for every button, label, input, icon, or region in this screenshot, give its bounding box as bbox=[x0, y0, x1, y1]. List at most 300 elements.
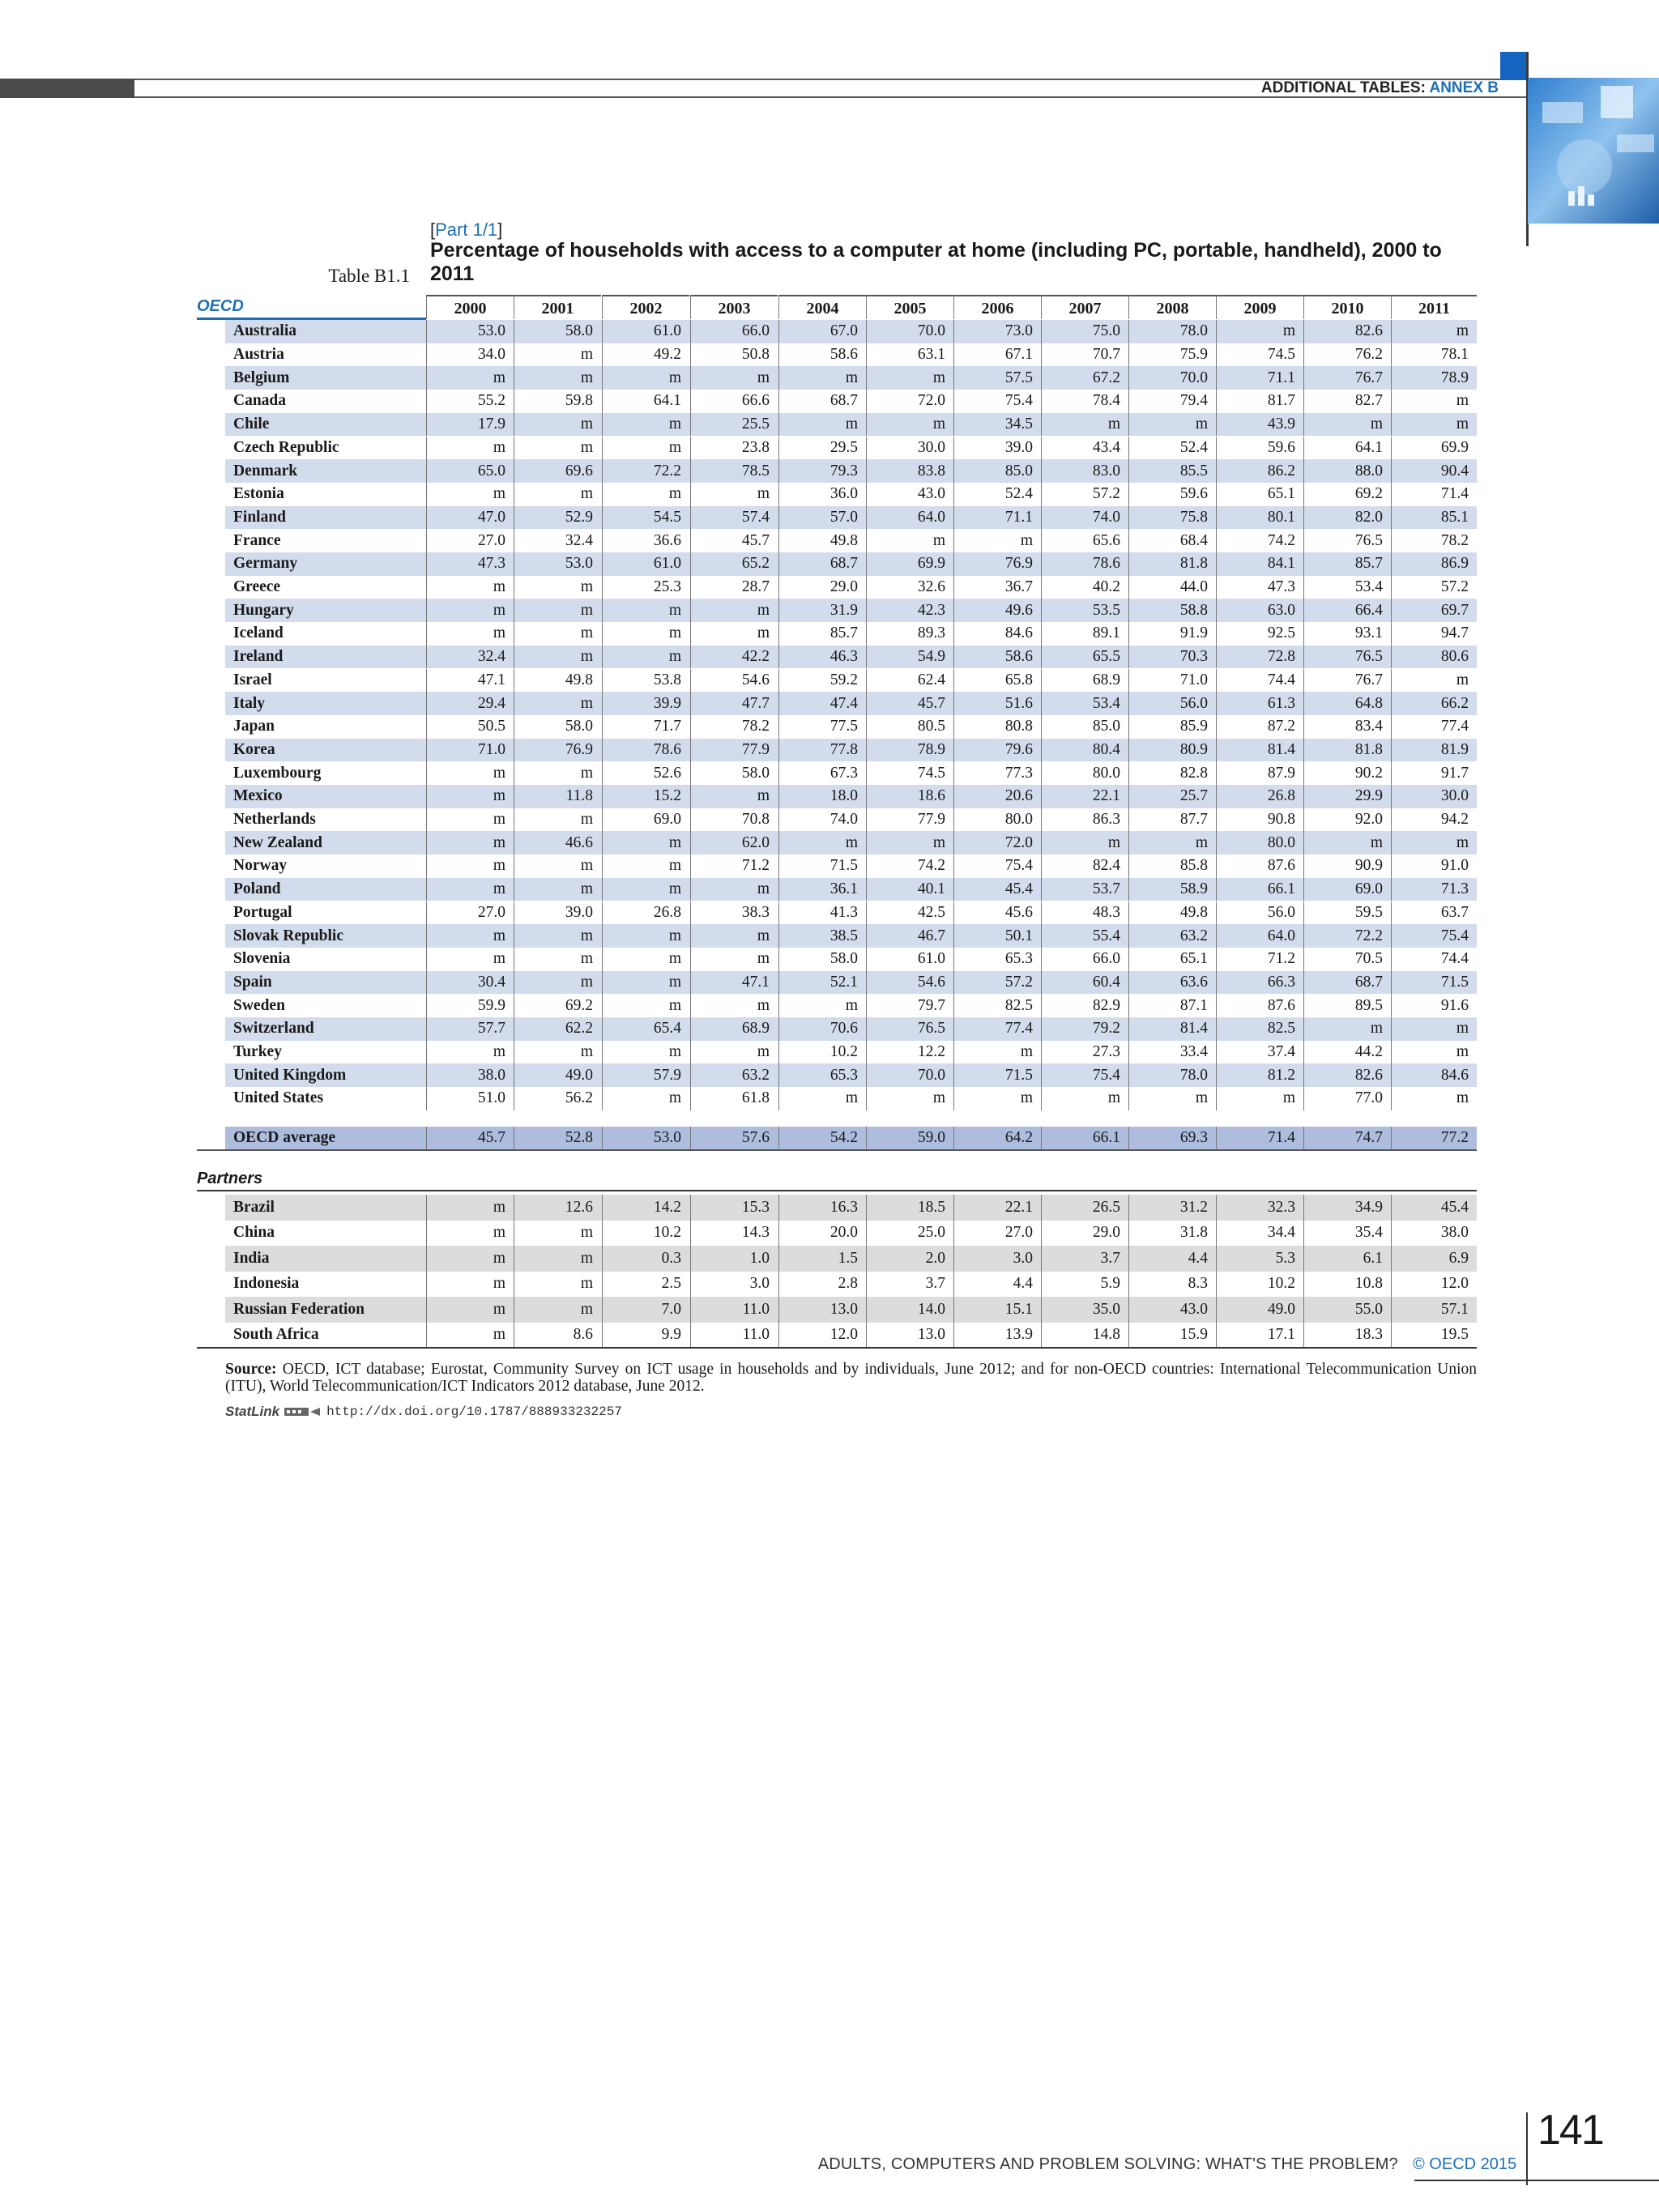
value-cell-2007: m bbox=[1041, 1087, 1128, 1110]
value-cell-2009: 63.0 bbox=[1216, 599, 1303, 622]
value-cell-2004: m bbox=[778, 831, 866, 855]
value-cell-2003: 66.0 bbox=[690, 320, 778, 343]
value-cell-2010: m bbox=[1303, 413, 1391, 437]
value-cell-2009: 87.6 bbox=[1216, 994, 1303, 1017]
value-cell-2006: 84.6 bbox=[953, 622, 1041, 646]
value-cell-2011: m bbox=[1391, 1017, 1477, 1041]
country-name: Germany bbox=[233, 555, 298, 573]
value-cell-2010: 82.6 bbox=[1303, 1063, 1391, 1087]
value-cell-2004: 18.0 bbox=[778, 785, 866, 808]
table-row bbox=[225, 506, 1477, 530]
value-cell-2004: 20.0 bbox=[778, 1221, 866, 1247]
value-cell-2005: 25.0 bbox=[866, 1221, 953, 1247]
value-cell-2002: 25.3 bbox=[602, 576, 689, 599]
country-name: Russian Federation bbox=[233, 1300, 365, 1318]
value-cell-2004: 1.5 bbox=[778, 1246, 866, 1272]
value-cell-2001: 39.0 bbox=[514, 901, 601, 925]
value-cell-2007: 27.3 bbox=[1041, 1041, 1128, 1064]
value-cell-2005: 30.0 bbox=[866, 437, 953, 460]
value-cell-2005: 80.5 bbox=[866, 715, 953, 739]
value-cell-2011: 71.3 bbox=[1391, 878, 1477, 901]
year-header-7: 2007 bbox=[1041, 295, 1128, 319]
value-cell-2005: 76.5 bbox=[866, 1017, 953, 1041]
value-cell-2006: 85.0 bbox=[953, 459, 1041, 483]
value-cell-2001: 59.8 bbox=[514, 390, 601, 413]
value-cell-2008: 15.9 bbox=[1128, 1323, 1216, 1349]
value-cell-2010: 34.9 bbox=[1303, 1195, 1391, 1221]
country-name: Luxembourg bbox=[233, 764, 322, 782]
statlink-label: StatLink bbox=[225, 1404, 280, 1419]
value-cell-2003: m bbox=[690, 878, 778, 901]
value-cell-2010: 82.6 bbox=[1303, 320, 1391, 343]
value-cell-2011: 77.4 bbox=[1391, 715, 1477, 739]
value-cell-2009: 71.4 bbox=[1216, 1127, 1303, 1150]
value-cell-2008: 87.1 bbox=[1128, 994, 1216, 1017]
value-cell-2000: m bbox=[426, 808, 514, 832]
value-cell-2001: m bbox=[514, 878, 601, 901]
value-cell-2009: 71.1 bbox=[1216, 366, 1303, 390]
value-cell-2011: m bbox=[1391, 669, 1477, 693]
section-header-accent: ANNEX B bbox=[1429, 79, 1499, 96]
country-name: Switzerland bbox=[233, 1020, 314, 1038]
table-row bbox=[225, 622, 1477, 646]
value-cell-2009: 74.2 bbox=[1216, 529, 1303, 552]
value-cell-2011: 45.4 bbox=[1391, 1195, 1477, 1221]
country-name: Norway bbox=[233, 857, 288, 875]
value-cell-2004: 29.0 bbox=[778, 576, 866, 599]
table-row bbox=[225, 552, 1477, 576]
value-cell-2011: m bbox=[1391, 390, 1477, 413]
value-cell-2001: m bbox=[514, 1221, 601, 1247]
value-cell-2002: 2.5 bbox=[602, 1272, 689, 1298]
value-cell-2000: m bbox=[426, 1195, 514, 1221]
value-cell-2009: 74.5 bbox=[1216, 343, 1303, 367]
value-cell-2001: 52.8 bbox=[514, 1127, 601, 1150]
value-cell-2005: 42.5 bbox=[866, 901, 953, 925]
value-cell-2005: 14.0 bbox=[866, 1297, 953, 1323]
value-cell-2005: 74.2 bbox=[866, 855, 953, 878]
value-cell-2006: 58.6 bbox=[953, 646, 1041, 669]
value-cell-2004: 70.6 bbox=[778, 1017, 866, 1041]
value-cell-2004: 2.8 bbox=[778, 1272, 866, 1298]
value-cell-2006: 57.5 bbox=[953, 366, 1041, 390]
value-cell-2007: 80.0 bbox=[1041, 761, 1128, 785]
value-cell-2002: m bbox=[602, 971, 689, 995]
value-cell-2011: 94.7 bbox=[1391, 622, 1477, 646]
value-cell-2006: 15.1 bbox=[953, 1297, 1041, 1323]
value-cell-2011: 69.7 bbox=[1391, 599, 1477, 622]
year-header-11: 2011 bbox=[1391, 295, 1477, 319]
value-cell-2011: 81.9 bbox=[1391, 739, 1477, 762]
table-row bbox=[225, 320, 1477, 343]
value-cell-2008: m bbox=[1128, 1087, 1216, 1110]
value-cell-2000: 53.0 bbox=[426, 320, 514, 343]
value-cell-2009: 59.6 bbox=[1216, 437, 1303, 460]
value-cell-2002: m bbox=[602, 483, 689, 506]
value-cell-2011: 69.9 bbox=[1391, 437, 1477, 460]
value-cell-2008: 63.2 bbox=[1128, 924, 1216, 948]
value-cell-2011: 57.1 bbox=[1391, 1297, 1477, 1323]
value-cell-2007: 35.0 bbox=[1041, 1297, 1128, 1323]
value-cell-2003: 78.2 bbox=[690, 715, 778, 739]
value-cell-2003: 50.8 bbox=[690, 343, 778, 367]
value-cell-2005: 18.6 bbox=[866, 785, 953, 808]
value-cell-2008: 31.8 bbox=[1128, 1221, 1216, 1247]
value-cell-2007: 14.8 bbox=[1041, 1323, 1128, 1349]
value-cell-2005: 62.4 bbox=[866, 669, 953, 693]
value-cell-2007: 78.4 bbox=[1041, 390, 1128, 413]
value-cell-2001: m bbox=[514, 971, 601, 995]
value-cell-2002: 9.9 bbox=[602, 1323, 689, 1349]
section-header-label: ADDITIONAL TABLES: bbox=[1260, 79, 1430, 96]
value-cell-2007: 66.1 bbox=[1041, 1127, 1128, 1150]
country-name: Estonia bbox=[233, 485, 284, 503]
value-cell-2009: 87.9 bbox=[1216, 761, 1303, 785]
value-cell-2005: 61.0 bbox=[866, 948, 953, 971]
value-cell-2001: 69.2 bbox=[514, 994, 601, 1017]
value-cell-2010: 83.4 bbox=[1303, 715, 1391, 739]
footer-copyright: © OECD 2015 bbox=[1413, 2155, 1517, 2173]
value-cell-2001: 11.8 bbox=[514, 785, 601, 808]
value-cell-2010: 69.0 bbox=[1303, 878, 1391, 901]
value-cell-2000: m bbox=[426, 831, 514, 855]
value-cell-2001: m bbox=[514, 413, 601, 437]
value-cell-2000: 51.0 bbox=[426, 1087, 514, 1110]
table-row bbox=[225, 599, 1477, 622]
value-cell-2004: 46.3 bbox=[778, 646, 866, 669]
value-cell-2008: 43.0 bbox=[1128, 1297, 1216, 1323]
value-cell-2001: 46.6 bbox=[514, 831, 601, 855]
value-cell-2006: 34.5 bbox=[953, 413, 1041, 437]
value-cell-2006: 82.5 bbox=[953, 994, 1041, 1017]
value-cell-2006: 71.1 bbox=[953, 506, 1041, 530]
table-row bbox=[225, 831, 1477, 855]
value-cell-2004: m bbox=[778, 413, 866, 437]
country-name: Sweden bbox=[233, 996, 285, 1014]
value-cell-2008: 70.0 bbox=[1128, 366, 1216, 390]
year-header-10: 2010 bbox=[1303, 295, 1391, 319]
table-number: Table B1.1 bbox=[328, 266, 410, 286]
value-cell-2005: m bbox=[866, 366, 953, 390]
value-cell-2002: m bbox=[602, 924, 689, 948]
value-cell-2001: m bbox=[514, 366, 601, 390]
country-name: Australia bbox=[233, 322, 296, 340]
value-cell-2010: 29.9 bbox=[1303, 785, 1391, 808]
value-cell-2008: 85.8 bbox=[1128, 855, 1216, 878]
value-cell-2007: 3.7 bbox=[1041, 1246, 1128, 1272]
country-name: OECD average bbox=[233, 1129, 336, 1147]
value-cell-2010: 92.0 bbox=[1303, 808, 1391, 832]
value-cell-2000: 57.7 bbox=[426, 1017, 514, 1041]
value-cell-2007: 55.4 bbox=[1041, 924, 1128, 948]
value-cell-2001: m bbox=[514, 855, 601, 878]
value-cell-2007: 57.2 bbox=[1041, 483, 1128, 506]
value-cell-2007: m bbox=[1041, 413, 1128, 437]
country-name: China bbox=[233, 1224, 275, 1242]
value-cell-2001: 49.8 bbox=[514, 669, 601, 693]
value-cell-2008: 8.3 bbox=[1128, 1272, 1216, 1298]
group-label-partners: Partners bbox=[197, 1170, 263, 1187]
value-cell-2004: 41.3 bbox=[778, 901, 866, 925]
value-cell-2006: m bbox=[953, 529, 1041, 552]
value-cell-2011: 30.0 bbox=[1391, 785, 1477, 808]
country-name: South Africa bbox=[233, 1326, 319, 1344]
country-name: Belgium bbox=[233, 369, 290, 386]
value-cell-2006: 75.4 bbox=[953, 390, 1041, 413]
value-cell-2004: 67.0 bbox=[778, 320, 866, 343]
table-row bbox=[225, 459, 1477, 483]
value-cell-2011: m bbox=[1391, 1087, 1477, 1110]
value-cell-2007: 26.5 bbox=[1041, 1195, 1128, 1221]
value-cell-2010: 77.0 bbox=[1303, 1087, 1391, 1110]
country-name: Israel bbox=[233, 671, 272, 688]
value-cell-2000: m bbox=[426, 761, 514, 785]
value-cell-2008: 75.9 bbox=[1128, 343, 1216, 367]
value-cell-2011: 78.1 bbox=[1391, 343, 1477, 367]
value-cell-2005: 70.0 bbox=[866, 320, 953, 343]
value-cell-2004: 36.0 bbox=[778, 483, 866, 506]
year-header-8: 2008 bbox=[1128, 295, 1216, 319]
value-cell-2008: m bbox=[1128, 413, 1216, 437]
value-cell-2000: 47.1 bbox=[426, 669, 514, 693]
value-cell-2011: m bbox=[1391, 320, 1477, 343]
table-row bbox=[225, 1221, 1477, 1247]
value-cell-2002: 78.6 bbox=[602, 739, 689, 762]
value-cell-2007: 82.4 bbox=[1041, 855, 1128, 878]
value-cell-2002: 72.2 bbox=[602, 459, 689, 483]
value-cell-2008: 71.0 bbox=[1128, 669, 1216, 693]
source-note bbox=[225, 1361, 1477, 1395]
value-cell-2005: 89.3 bbox=[866, 622, 953, 646]
value-cell-2005: 83.8 bbox=[866, 459, 953, 483]
value-cell-2000: 45.7 bbox=[426, 1127, 514, 1150]
value-cell-2005: m bbox=[866, 529, 953, 552]
country-name: Netherlands bbox=[233, 811, 316, 829]
value-cell-2001: m bbox=[514, 948, 601, 971]
value-cell-2010: 88.0 bbox=[1303, 459, 1391, 483]
value-cell-2011: 91.7 bbox=[1391, 761, 1477, 785]
value-cell-2006: 77.3 bbox=[953, 761, 1041, 785]
value-cell-2006: m bbox=[953, 1087, 1041, 1110]
value-cell-2000: 65.0 bbox=[426, 459, 514, 483]
value-cell-2009: 82.5 bbox=[1216, 1017, 1303, 1041]
value-cell-2002: 61.0 bbox=[602, 552, 689, 576]
value-cell-2009: 34.4 bbox=[1216, 1221, 1303, 1247]
value-cell-2002: m bbox=[602, 1041, 689, 1064]
value-cell-2009: 65.1 bbox=[1216, 483, 1303, 506]
value-cell-2007: 66.0 bbox=[1041, 948, 1128, 971]
value-cell-2001: 32.4 bbox=[514, 529, 601, 552]
value-cell-2010: 10.8 bbox=[1303, 1272, 1391, 1298]
value-cell-2007: 75.0 bbox=[1041, 320, 1128, 343]
value-cell-2000: m bbox=[426, 1041, 514, 1064]
statlink[interactable] bbox=[225, 1404, 622, 1420]
value-cell-2008: 56.0 bbox=[1128, 692, 1216, 715]
value-cell-2006: 57.2 bbox=[953, 971, 1041, 995]
value-cell-2010: 69.2 bbox=[1303, 483, 1391, 506]
value-cell-2009: 87.2 bbox=[1216, 715, 1303, 739]
value-cell-2000: m bbox=[426, 1323, 514, 1349]
value-cell-2011: 71.4 bbox=[1391, 483, 1477, 506]
table-row bbox=[225, 1272, 1477, 1298]
value-cell-2006: 20.6 bbox=[953, 785, 1041, 808]
value-cell-2008: 44.0 bbox=[1128, 576, 1216, 599]
value-cell-2002: m bbox=[602, 622, 689, 646]
value-cell-2009: 80.1 bbox=[1216, 506, 1303, 530]
value-cell-2004: 47.4 bbox=[778, 692, 866, 715]
table-row bbox=[225, 739, 1477, 762]
source-label: Source: bbox=[225, 1361, 277, 1378]
header-dark-bar bbox=[0, 79, 134, 98]
value-cell-2009: 92.5 bbox=[1216, 622, 1303, 646]
value-cell-2011: 63.7 bbox=[1391, 901, 1477, 925]
value-cell-2009: 72.8 bbox=[1216, 646, 1303, 669]
value-cell-2000: m bbox=[426, 785, 514, 808]
value-cell-2010: 35.4 bbox=[1303, 1221, 1391, 1247]
value-cell-2004: 54.2 bbox=[778, 1127, 866, 1150]
value-cell-2000: m bbox=[426, 576, 514, 599]
value-cell-2007: 70.7 bbox=[1041, 343, 1128, 367]
country-name: Canada bbox=[233, 392, 287, 410]
value-cell-2003: 70.8 bbox=[690, 808, 778, 832]
footer-horizontal-rule bbox=[1414, 2180, 1659, 2181]
value-cell-2008: 65.1 bbox=[1128, 948, 1216, 971]
value-cell-2004: 77.5 bbox=[778, 715, 866, 739]
value-cell-2006: 50.1 bbox=[953, 924, 1041, 948]
value-cell-2007: 53.5 bbox=[1041, 599, 1128, 622]
value-cell-2008: 59.6 bbox=[1128, 483, 1216, 506]
value-cell-2007: 5.9 bbox=[1041, 1272, 1128, 1298]
value-cell-2011: 77.2 bbox=[1391, 1127, 1477, 1150]
value-cell-2001: 8.6 bbox=[514, 1323, 601, 1349]
value-cell-2002: 49.2 bbox=[602, 343, 689, 367]
value-cell-2006: 67.1 bbox=[953, 343, 1041, 367]
value-cell-2011: 12.0 bbox=[1391, 1272, 1477, 1298]
value-cell-2003: 47.7 bbox=[690, 692, 778, 715]
country-name: United States bbox=[233, 1089, 324, 1107]
value-cell-2011: 94.2 bbox=[1391, 808, 1477, 832]
value-cell-2005: 77.9 bbox=[866, 808, 953, 832]
value-cell-2005: 13.0 bbox=[866, 1323, 953, 1349]
value-cell-2003: m bbox=[690, 994, 778, 1017]
statlink-url[interactable]: http://dx.doi.org/10.1787/888933232257 bbox=[326, 1404, 622, 1419]
value-cell-2005: 45.7 bbox=[866, 692, 953, 715]
value-cell-2008: 4.4 bbox=[1128, 1246, 1216, 1272]
value-cell-2006: 39.0 bbox=[953, 437, 1041, 460]
statlink-icon bbox=[284, 1406, 322, 1417]
value-cell-2008: m bbox=[1128, 831, 1216, 855]
value-cell-2001: m bbox=[514, 761, 601, 785]
table-row bbox=[225, 343, 1477, 367]
country-name: Korea bbox=[233, 740, 275, 758]
value-cell-2004: 49.8 bbox=[778, 529, 866, 552]
country-name: Iceland bbox=[233, 624, 284, 642]
table-row bbox=[225, 646, 1477, 669]
value-cell-2003: m bbox=[690, 622, 778, 646]
value-cell-2004: 58.0 bbox=[778, 948, 866, 971]
value-cell-2005: 2.0 bbox=[866, 1246, 953, 1272]
table-row bbox=[225, 924, 1477, 948]
header-rule-bottom bbox=[134, 96, 1528, 98]
value-cell-2009: 74.4 bbox=[1216, 669, 1303, 693]
value-cell-2010: 64.1 bbox=[1303, 437, 1391, 460]
value-cell-2002: 52.6 bbox=[602, 761, 689, 785]
value-cell-2000: m bbox=[426, 855, 514, 878]
country-name: Slovenia bbox=[233, 950, 291, 968]
value-cell-2000: 17.9 bbox=[426, 413, 514, 437]
year-header-9: 2009 bbox=[1216, 295, 1303, 319]
year-header-1: 2001 bbox=[514, 295, 601, 319]
value-cell-2002: m bbox=[602, 1087, 689, 1110]
value-cell-2010: m bbox=[1303, 831, 1391, 855]
value-cell-2001: m bbox=[514, 1246, 601, 1272]
value-cell-2008: 25.7 bbox=[1128, 785, 1216, 808]
value-cell-2007: 40.2 bbox=[1041, 576, 1128, 599]
table-row bbox=[225, 483, 1477, 506]
value-cell-2000: m bbox=[426, 622, 514, 646]
value-cell-2009: 81.7 bbox=[1216, 390, 1303, 413]
value-cell-2004: 79.3 bbox=[778, 459, 866, 483]
value-cell-2003: 63.2 bbox=[690, 1063, 778, 1087]
value-cell-2003: 62.0 bbox=[690, 831, 778, 855]
value-cell-2005: 43.0 bbox=[866, 483, 953, 506]
value-cell-2003: 14.3 bbox=[690, 1221, 778, 1247]
value-cell-2008: 58.9 bbox=[1128, 878, 1216, 901]
value-cell-2008: 85.5 bbox=[1128, 459, 1216, 483]
value-cell-2002: m bbox=[602, 366, 689, 390]
value-cell-2004: 52.1 bbox=[778, 971, 866, 995]
value-cell-2000: m bbox=[426, 437, 514, 460]
value-cell-2006: 4.4 bbox=[953, 1272, 1041, 1298]
value-cell-2003: 65.2 bbox=[690, 552, 778, 576]
value-cell-2006: 49.6 bbox=[953, 599, 1041, 622]
value-cell-2008: 78.0 bbox=[1128, 1063, 1216, 1087]
value-cell-2003: 57.6 bbox=[690, 1127, 778, 1150]
value-cell-2000: 34.0 bbox=[426, 343, 514, 367]
part-label-text: Part 1/1 bbox=[435, 219, 498, 240]
value-cell-2006: 80.0 bbox=[953, 808, 1041, 832]
value-cell-2000: m bbox=[426, 483, 514, 506]
value-cell-2002: m bbox=[602, 437, 689, 460]
value-cell-2007: 67.2 bbox=[1041, 366, 1128, 390]
value-cell-2004: 68.7 bbox=[778, 390, 866, 413]
value-cell-2010: 44.2 bbox=[1303, 1041, 1391, 1064]
value-cell-2010: 76.7 bbox=[1303, 366, 1391, 390]
value-cell-2003: 78.5 bbox=[690, 459, 778, 483]
value-cell-2006: m bbox=[953, 1041, 1041, 1064]
value-cell-2004: 10.2 bbox=[778, 1041, 866, 1064]
country-name: Greece bbox=[233, 578, 281, 596]
table-row bbox=[225, 413, 1477, 437]
value-cell-2002: 64.1 bbox=[602, 390, 689, 413]
country-name: Indonesia bbox=[233, 1275, 300, 1293]
value-cell-2011: 84.6 bbox=[1391, 1063, 1477, 1087]
value-cell-2003: 1.0 bbox=[690, 1246, 778, 1272]
value-cell-2001: m bbox=[514, 808, 601, 832]
value-cell-2009: 10.2 bbox=[1216, 1272, 1303, 1298]
value-cell-2007: 43.4 bbox=[1041, 437, 1128, 460]
value-cell-2003: 3.0 bbox=[690, 1272, 778, 1298]
country-name: Portugal bbox=[233, 903, 292, 921]
value-cell-2010: 89.5 bbox=[1303, 994, 1391, 1017]
value-cell-2008: 69.3 bbox=[1128, 1127, 1216, 1150]
value-cell-2007: 89.1 bbox=[1041, 622, 1128, 646]
value-cell-2001: m bbox=[514, 576, 601, 599]
value-cell-2003: 66.6 bbox=[690, 390, 778, 413]
value-cell-2005: 40.1 bbox=[866, 878, 953, 901]
value-cell-2009: 66.3 bbox=[1216, 971, 1303, 995]
value-cell-2005: 3.7 bbox=[866, 1272, 953, 1298]
